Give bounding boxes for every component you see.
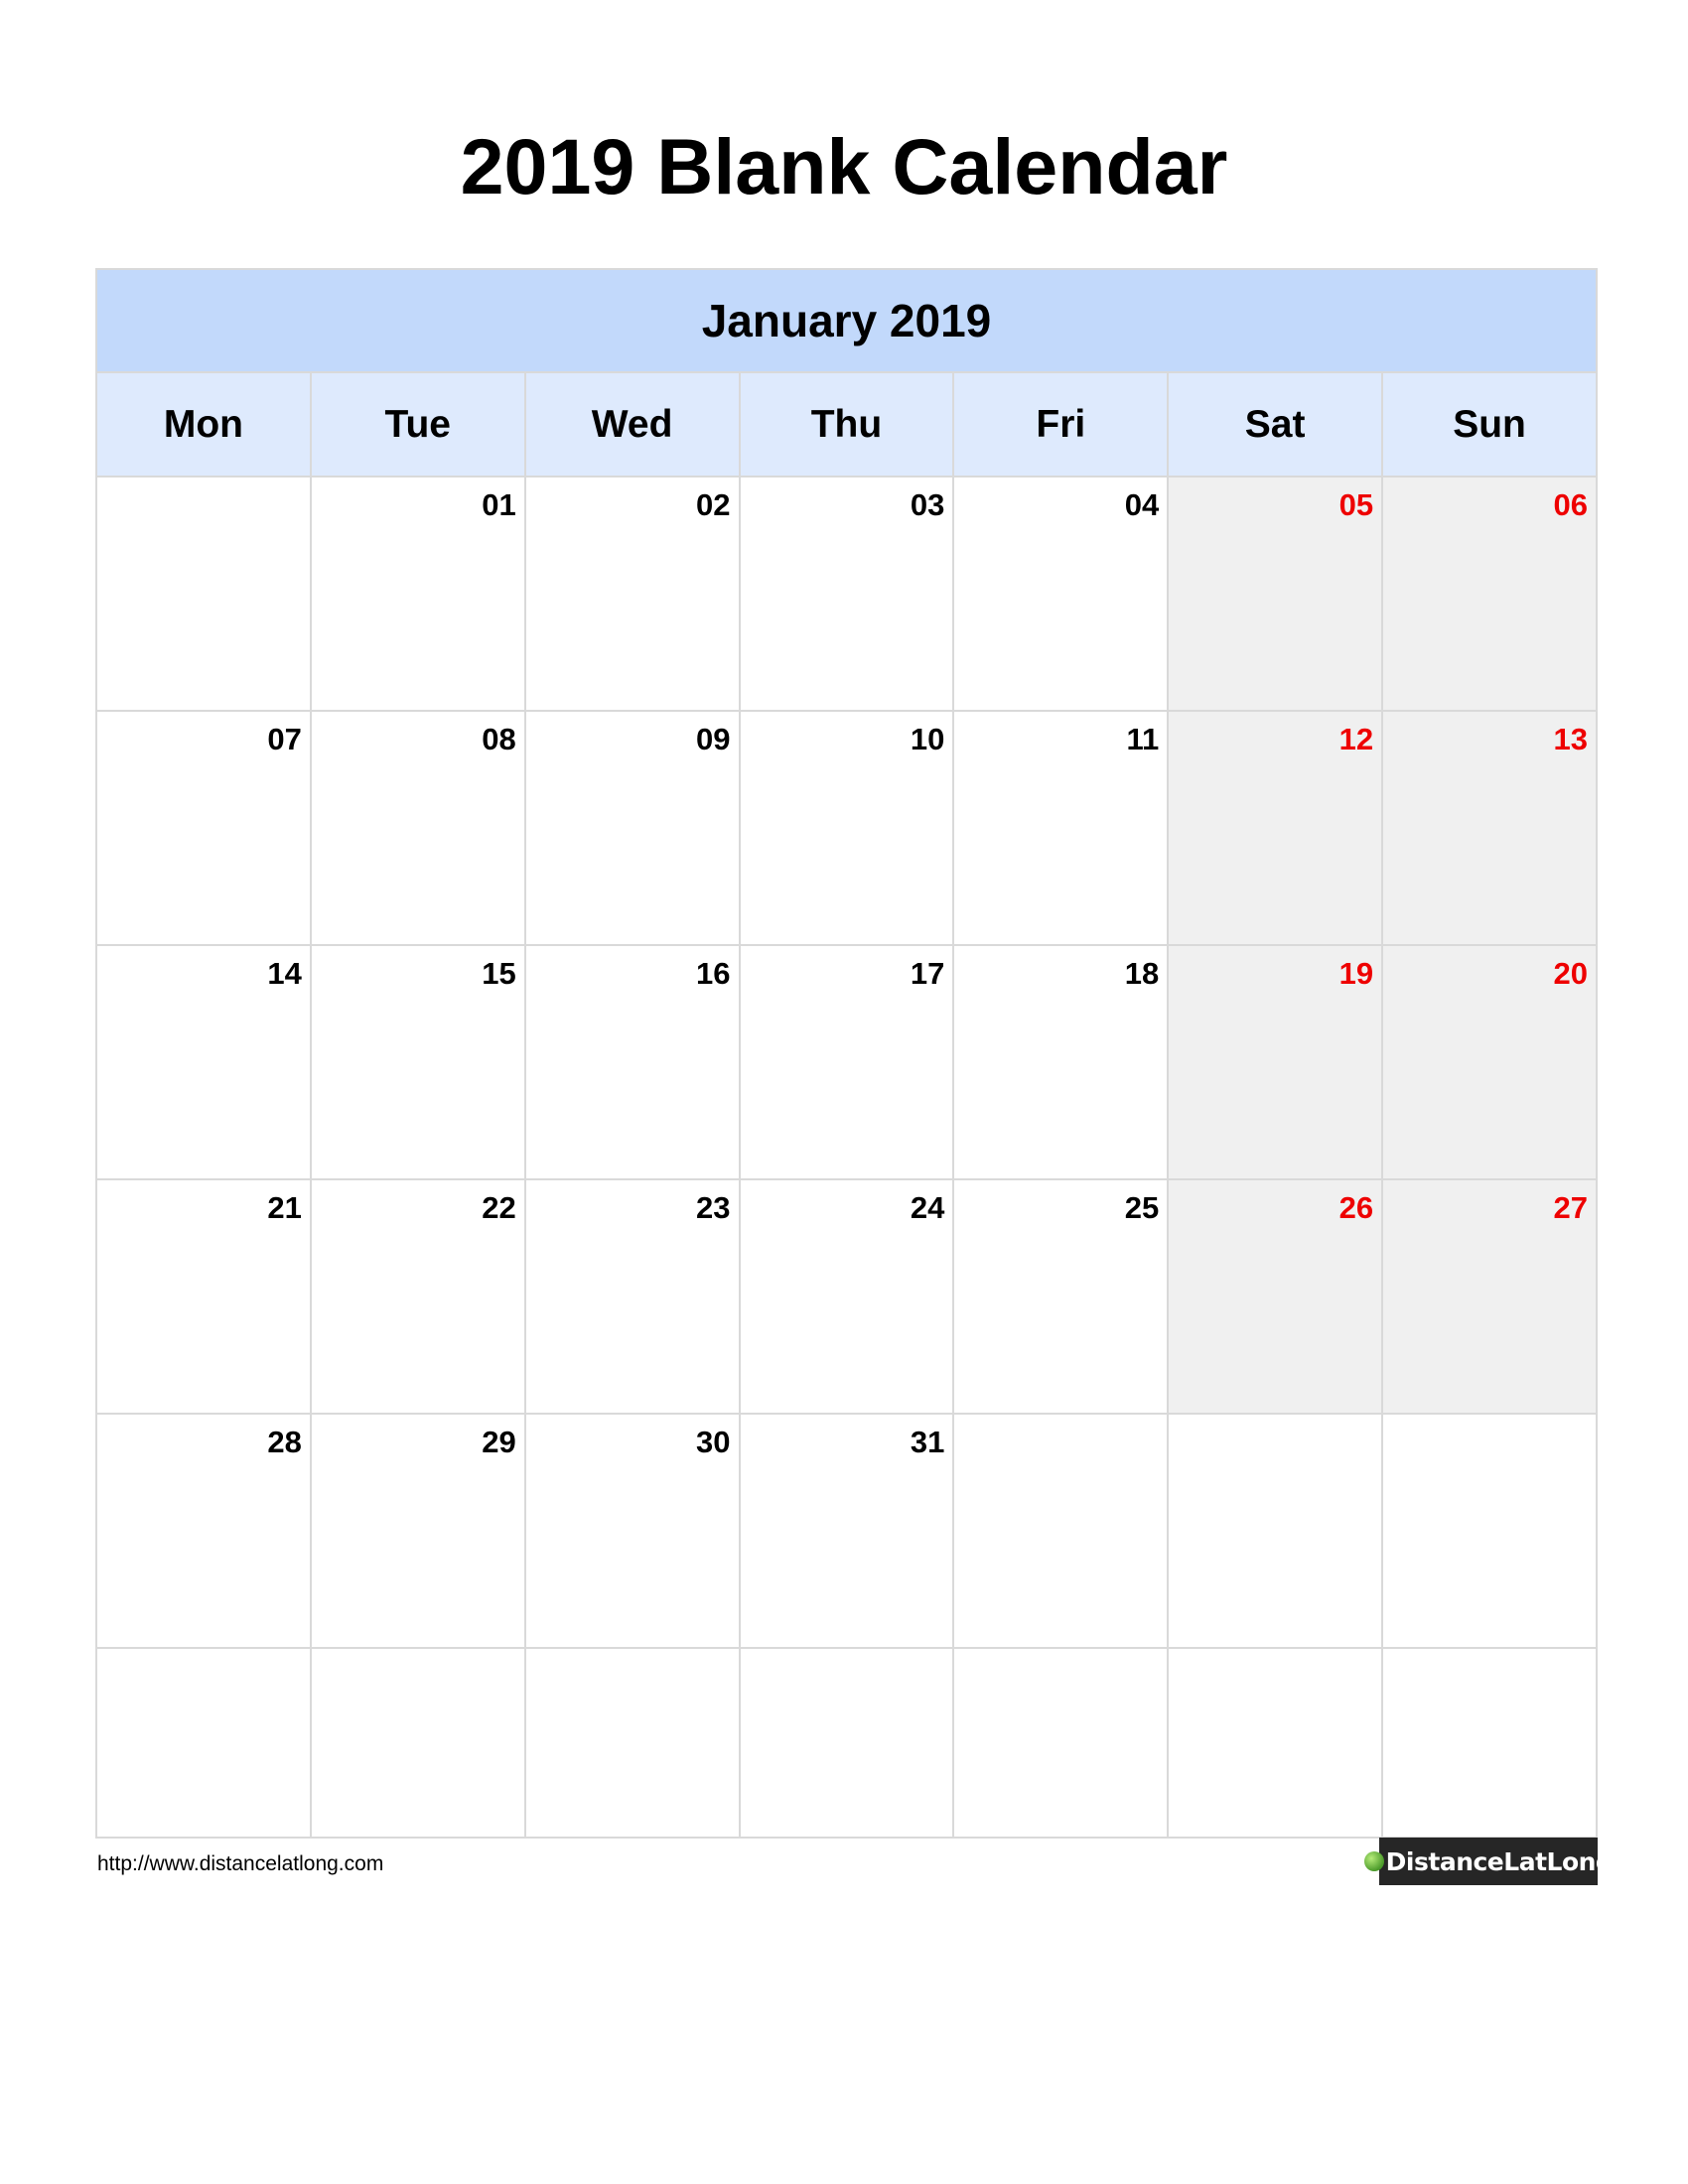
day-number — [97, 478, 310, 485]
week-row — [96, 1179, 1597, 1414]
day-number: 19 — [1338, 956, 1374, 991]
day-number: 10 — [910, 722, 945, 756]
day-cell — [96, 1648, 311, 1838]
day-number: 20 — [1553, 956, 1588, 991]
day-cell — [740, 945, 954, 1179]
day-number — [312, 1649, 524, 1657]
day-number — [97, 1649, 310, 1657]
calendar-grid — [95, 268, 1598, 1839]
weekend-day-cell — [1168, 945, 1382, 1179]
day-cell — [740, 711, 954, 945]
day-cell — [525, 1179, 740, 1414]
month-title: January 2019 — [96, 269, 1597, 372]
day-cell — [1168, 1414, 1382, 1648]
weekday-header: Tue — [311, 372, 525, 477]
day-cell — [953, 711, 1168, 945]
day-number: 22 — [482, 1190, 516, 1225]
day-number: 30 — [696, 1425, 731, 1459]
day-cell — [96, 711, 311, 945]
day-cell — [311, 1179, 525, 1414]
day-number — [1383, 1649, 1596, 1657]
day-number: 18 — [1124, 956, 1160, 991]
day-cell — [525, 711, 740, 945]
day-number — [1169, 1649, 1381, 1657]
weekday-header: Sun — [1382, 372, 1597, 477]
weekend-day-cell — [1168, 1179, 1382, 1414]
globe-icon — [1364, 1851, 1384, 1871]
day-number: 07 — [267, 722, 302, 756]
day-cell — [311, 1414, 525, 1648]
distancelatlong-logo[interactable] — [1379, 1838, 1614, 1885]
day-number: 14 — [267, 956, 302, 991]
weekend-day-cell — [1168, 477, 1382, 711]
footer-url-link[interactable]: http://www.distancelatlong.com — [97, 1852, 384, 1875]
weekday-header: Sat — [1168, 372, 1382, 477]
day-cell — [525, 477, 740, 711]
day-number — [1383, 1415, 1596, 1423]
day-cell — [311, 711, 525, 945]
weekday-header-row — [96, 372, 1597, 477]
weekday-header: Mon — [96, 372, 311, 477]
day-number — [526, 1649, 739, 1657]
day-cell — [740, 477, 954, 711]
day-number: 21 — [267, 1190, 302, 1225]
day-number: 31 — [910, 1425, 945, 1459]
weekend-day-cell — [1382, 945, 1597, 1179]
day-number — [954, 1649, 1167, 1657]
day-cell — [96, 477, 311, 711]
week-row — [96, 945, 1597, 1179]
weekend-day-cell — [1168, 711, 1382, 945]
day-number: 15 — [482, 956, 516, 991]
day-cell — [953, 1414, 1168, 1648]
day-cell — [96, 1414, 311, 1648]
day-cell — [953, 1648, 1168, 1838]
day-cell — [525, 945, 740, 1179]
day-number: 12 — [1338, 722, 1374, 756]
day-cell — [740, 1648, 954, 1838]
day-cell — [740, 1414, 954, 1648]
day-number: 01 — [482, 487, 516, 522]
day-cell — [96, 945, 311, 1179]
day-cell — [1382, 1414, 1597, 1648]
day-number: 23 — [696, 1190, 731, 1225]
weekend-day-cell — [1382, 1179, 1597, 1414]
weekday-header: Fri — [953, 372, 1168, 477]
day-number: 26 — [1338, 1190, 1374, 1225]
page-title: 2019 Blank Calendar — [460, 122, 1228, 210]
day-number — [954, 1415, 1167, 1423]
day-number: 03 — [910, 487, 945, 522]
week-row — [96, 1414, 1597, 1648]
day-number: 27 — [1553, 1190, 1588, 1225]
day-cell — [953, 477, 1168, 711]
logo-text: DistanceLatLong — [1385, 1846, 1614, 1876]
day-number: 09 — [696, 722, 731, 756]
day-number: 28 — [267, 1425, 302, 1459]
day-number: 13 — [1553, 722, 1588, 756]
week-row — [96, 477, 1597, 711]
day-cell — [525, 1414, 740, 1648]
day-cell — [1168, 1648, 1382, 1838]
month-header-row — [96, 269, 1597, 372]
day-cell — [96, 1179, 311, 1414]
weekday-header: Wed — [525, 372, 740, 477]
day-cell — [1382, 1648, 1597, 1838]
day-number: 08 — [482, 722, 516, 756]
weekend-day-cell — [1382, 477, 1597, 711]
day-number: 11 — [1126, 722, 1160, 756]
day-number: 02 — [696, 487, 731, 522]
day-number — [1169, 1415, 1381, 1423]
day-number: 24 — [910, 1190, 945, 1225]
week-row — [96, 1648, 1597, 1838]
day-cell — [953, 1179, 1168, 1414]
day-cell — [311, 945, 525, 1179]
week-row — [96, 711, 1597, 945]
day-cell — [311, 1648, 525, 1838]
day-number: 05 — [1338, 487, 1374, 522]
weekday-header: Thu — [740, 372, 954, 477]
day-number: 25 — [1124, 1190, 1160, 1225]
day-number: 16 — [696, 956, 731, 991]
day-cell — [525, 1648, 740, 1838]
weekend-day-cell — [1382, 711, 1597, 945]
day-cell — [311, 477, 525, 711]
day-number: 29 — [482, 1425, 516, 1459]
day-cell — [740, 1179, 954, 1414]
day-cell — [953, 945, 1168, 1179]
day-number: 17 — [910, 956, 945, 991]
day-number: 04 — [1124, 487, 1160, 522]
day-number — [741, 1649, 953, 1657]
day-number: 06 — [1553, 487, 1588, 522]
